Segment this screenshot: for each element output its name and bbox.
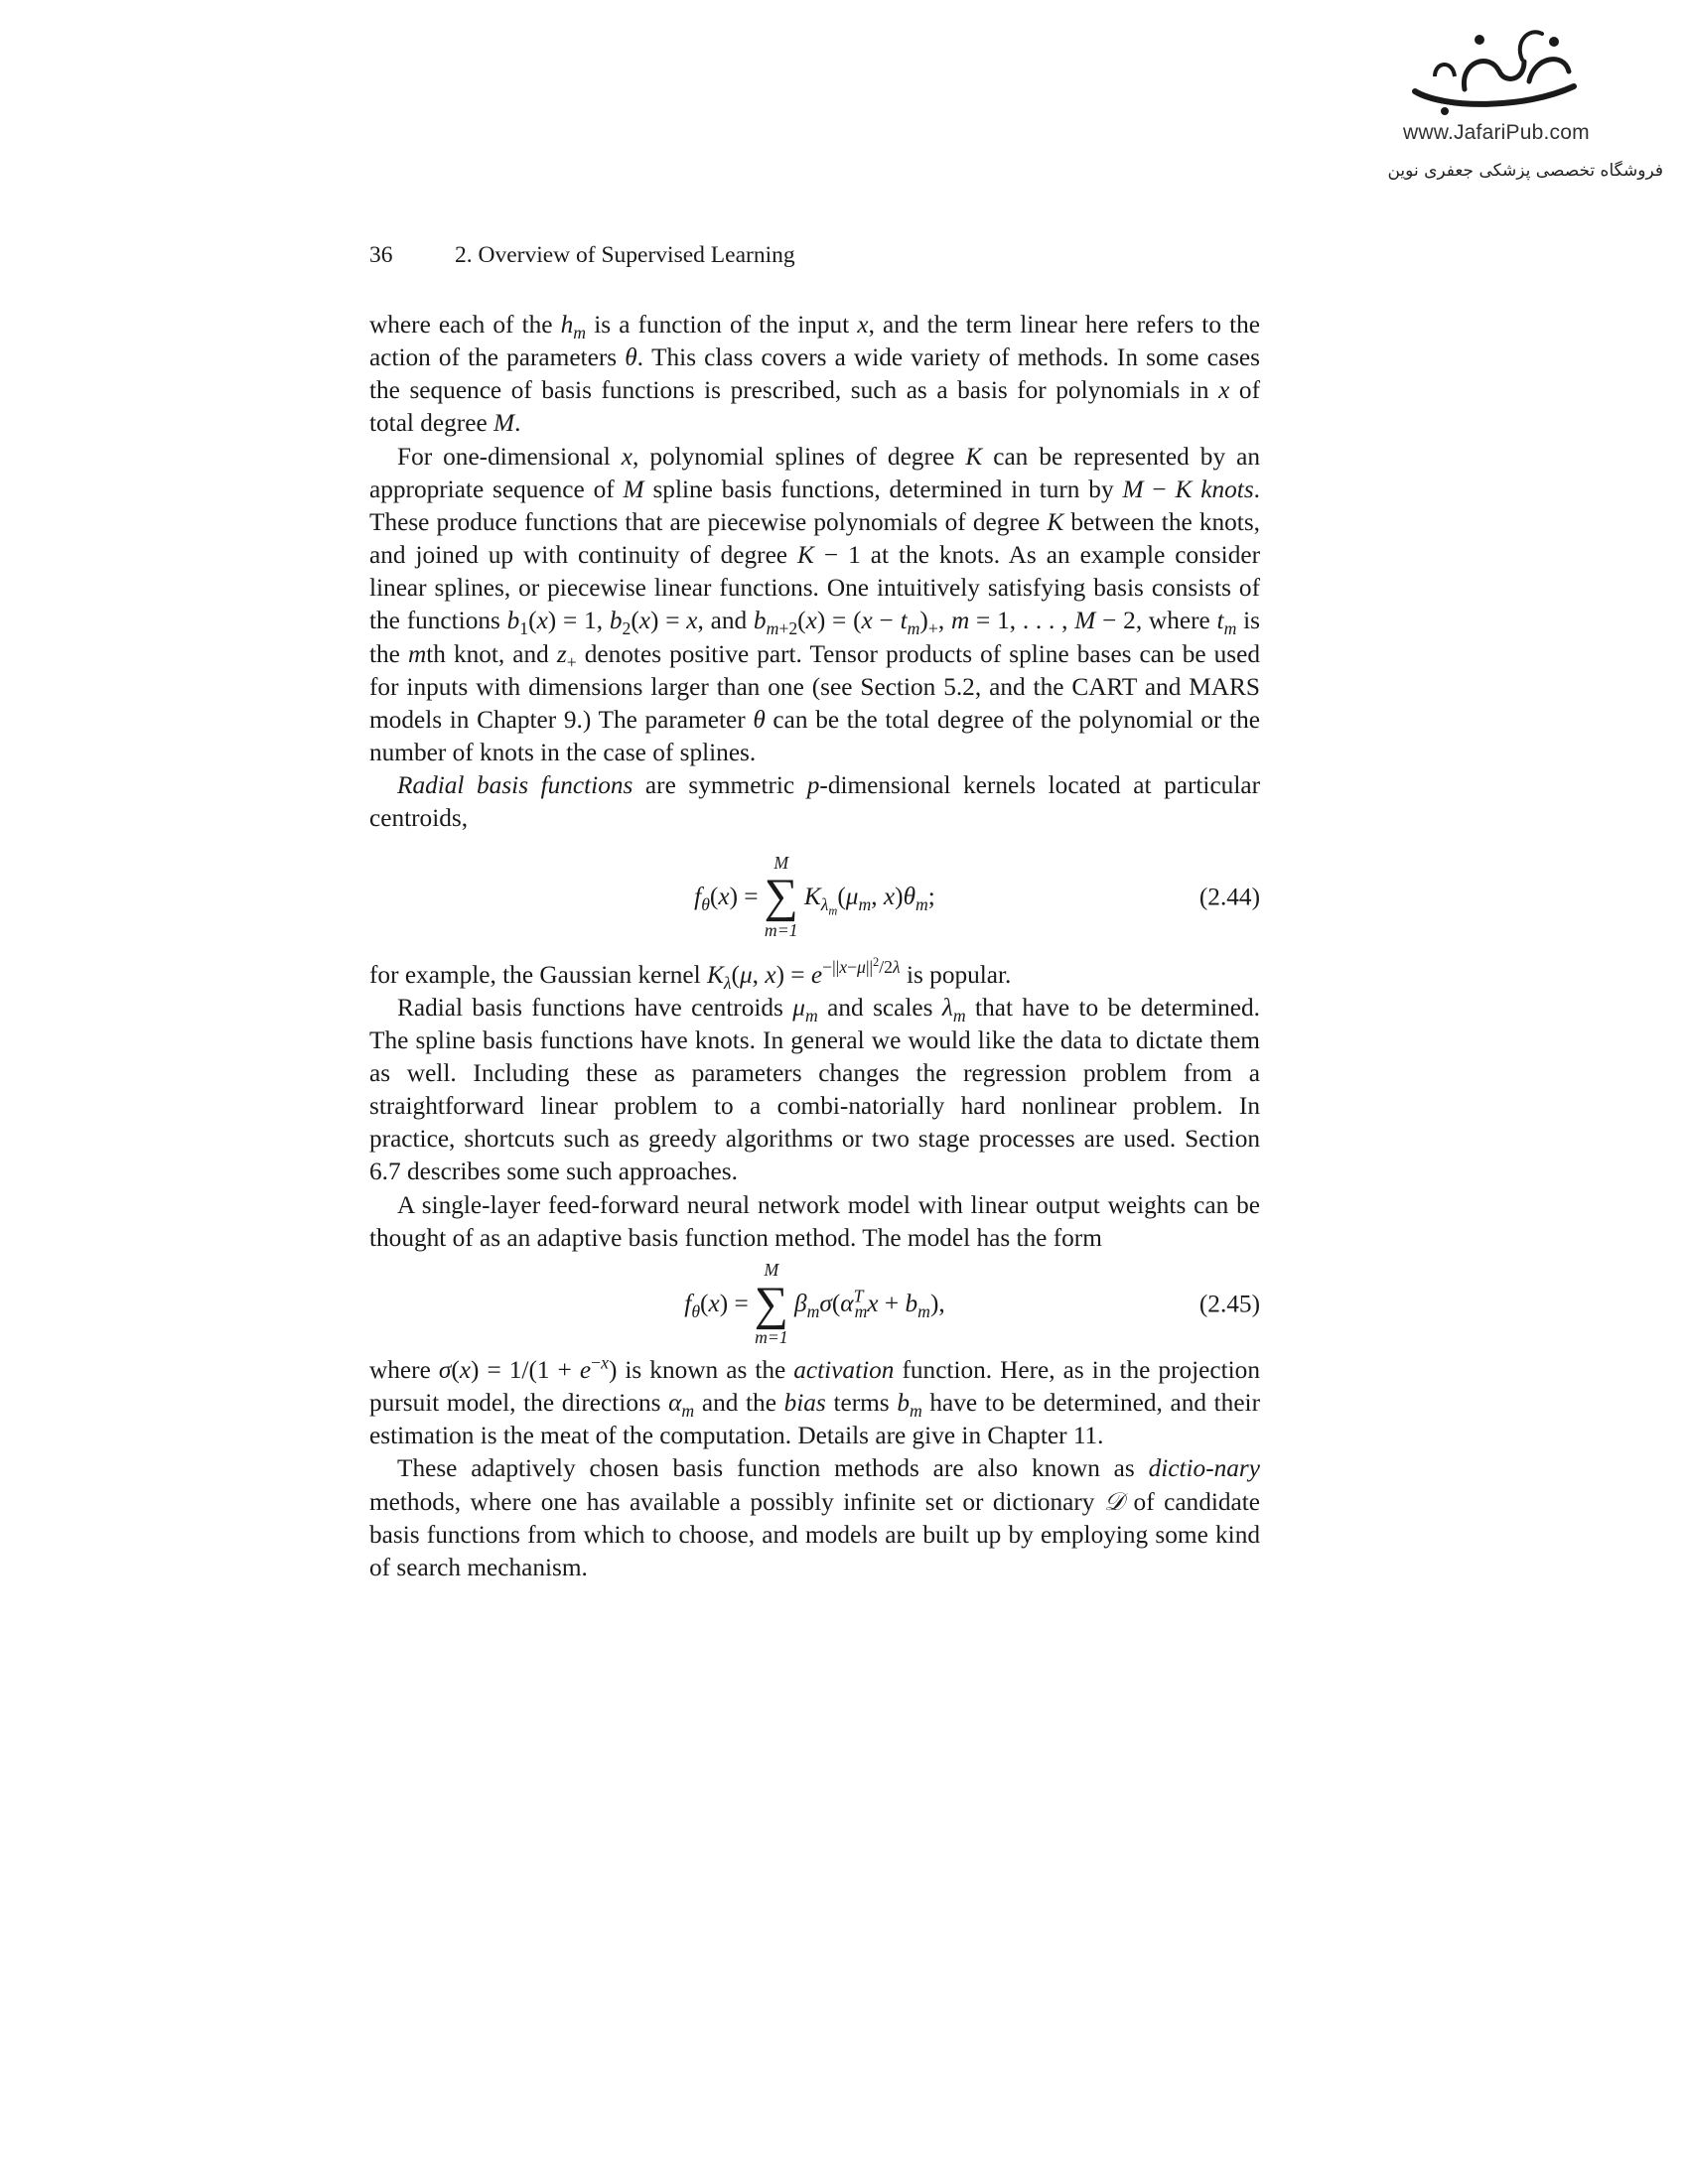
page-number: 36 bbox=[369, 242, 393, 268]
publisher-url: www.JafariPub.com bbox=[1403, 121, 1590, 144]
paragraph: where each of the $h_m$ is a function of the input x, and the term linear here refers to the action of the parameters θ. This class covers a wide variety of methods. In some cases the sequence of basis functions is prescribed, such as a basis for polynomials in x of total degree M. bbox=[369, 311, 1260, 438]
equation-number: (2.45) bbox=[1198, 1290, 1260, 1318]
equation-body: $f_\theta(x)$ = M ∑ m=1 $K_{\lambda_m}(\mu_m$, $x)\theta_m$; bbox=[694, 853, 935, 940]
running-head bbox=[369, 242, 795, 269]
equation-2-44 bbox=[369, 836, 1260, 959]
publisher-tagline: فروشگاه تخصصی پزشکی جعفری نوین bbox=[1387, 161, 1663, 181]
body-text bbox=[369, 309, 1260, 1584]
equation-body: $f_\theta(x)$ = M ∑ m=1 $\beta_m\sigma(\alpha^T_mx + b_m)$, bbox=[684, 1260, 945, 1347]
paragraph: For one-dimensional x, polynomial splines of degree K can be represented by an appropriate sequence of M spline basis functions, determined in turn by M − K knots. These produce functions that are piecewise polynomials of degree K between the knots, and joined up with continuity of degree K − 1 at the knots. As an example consider linear splines, or piecewise linear functions. One intuitively satisfying basis consists of the functions $b_1(x) = 1$, $b_2(x) = x$, and $b_{m+2}(x) = (x - t_m)_+$, m = 1, . . . , M − 2, where $t_m$ is the mth knot, and $z_+$ denotes positive part. Tensor products of spline bases can be used for inputs with dimensions larger than one (see Section 5.2, and the CART and MARS models in Chapter 9.) The parameter θ can be the total degree of the polynomial or the number of knots in the case of splines. bbox=[369, 442, 1261, 767]
equation-number: (2.44) bbox=[1198, 882, 1260, 910]
paragraph: Radial basis functions have centroids $\mu_m$ and scales $\lambda_m$ that have to be determined. The spline basis functions have knots. In general we would like the data to dictate them as well. Including these as parameters changes the regression problem from a straightforward linear problem to a combi-natorially hard nonlinear problem. In practice, shortcuts such as greedy algorithms or two stage processes are used. Section 6.7 describes some such approaches. bbox=[369, 993, 1260, 1186]
chapter-title: 2. Overview of Supervised Learning bbox=[455, 242, 795, 268]
publisher-logo bbox=[1365, 22, 1663, 191]
paragraph: where $\sigma(x) = 1/(1 + e^{-x})$ is known as the activation function. Here, as in the projection pursuit model, the directions $\alpha_m$ and the bias terms $b_m$ have to be determined, and their estimation is the meat of the computation. Details are give in Chapter 11. bbox=[369, 1352, 1261, 1450]
paragraph: A single-layer feed-forward neural network model with linear output weights can be thought of as an adaptive basis function method. The model has the form bbox=[369, 1190, 1260, 1252]
paragraph: Radial basis functions are symmetric p-dimensional kernels located at particular centroids, bbox=[369, 771, 1260, 833]
paragraph: These adaptively chosen basis function methods are also known as dictio-nary methods, where one has available a possibly infinite set or dictionary 𝒟 of candidate basis functions from which to choose, and models are built up by employing some kind of search mechanism. bbox=[369, 1454, 1260, 1581]
paragraph: for example, the Gaussian kernel $K_\lambda(\mu$, $x) = e^{-||x-\mu||^2/2\lambda}$ is popular. bbox=[369, 955, 1012, 993]
calligraphy-logo-icon bbox=[1405, 22, 1594, 116]
equation-2-45 bbox=[369, 1255, 1260, 1354]
